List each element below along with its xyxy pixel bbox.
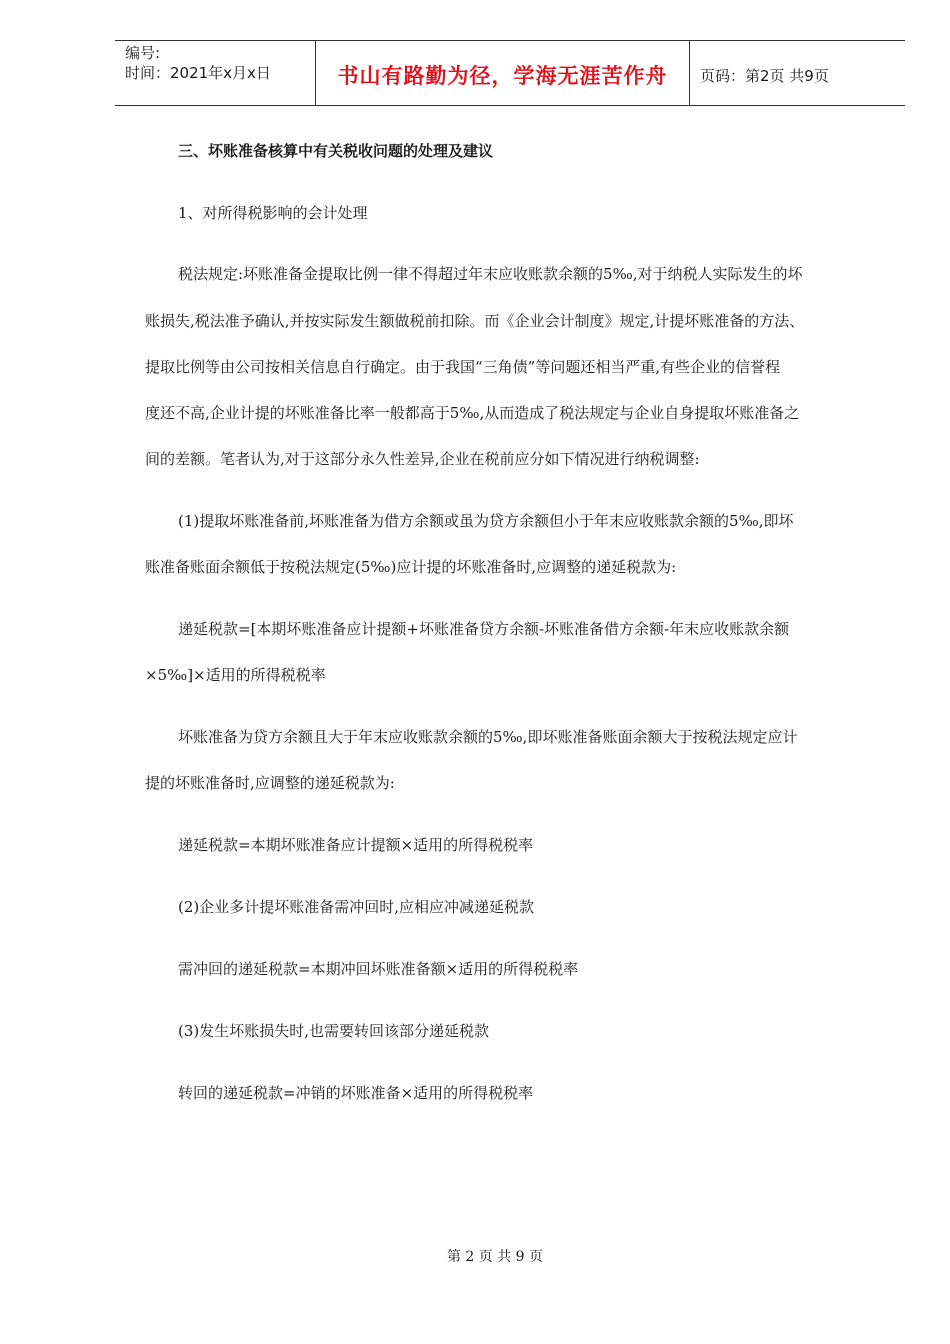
formula-line: 转回的递延税款=冲销的坏账准备×适用的所得税税率: [178, 1084, 534, 1102]
page-footer: 第 2 页 共 9 页: [446, 1249, 544, 1265]
page-header: [115, 40, 905, 106]
paragraph-line: 提取比例等由公司按相关信息自行确定。由于我国“三角债”等问题还相当严重,有些企业的信誉程: [145, 358, 781, 376]
formula-line: ×5‰]×适用的所得税税率: [145, 666, 326, 684]
paragraph-line: 提的坏账准备时,应调整的递延税款为:: [145, 774, 395, 792]
list-item: (2)企业多计提坏账准备需冲回时,应相应冲减递延税款: [178, 898, 535, 916]
header-motto: 书山有路勤为径，学海无涯苦作舟: [337, 64, 668, 88]
paragraph-line: 账损失,税法准予确认,并按实际发生额做税前扣除。而《企业会计制度》规定,计提坏账准备的方法、: [145, 312, 805, 330]
paragraph-line: (1)提取坏账准备前,坏账准备为借方余额或虽为贷方余额但小于年末应收账款余额的5‰,即坏: [178, 512, 794, 530]
list-item: (3)发生坏账损失时,也需要转回该部分递延税款: [178, 1022, 490, 1040]
header-page-number: 页码：第2页 共9页: [700, 66, 829, 85]
document-time-label: 时间：2021年x月x日: [125, 64, 271, 82]
formula-line: 需冲回的递延税款=本期冲回坏账准备额×适用的所得税税率: [178, 960, 579, 978]
paragraph-line: 坏账准备为贷方余额且大于年末应收账款余额的5‰,即坏账准备账面余额大于按税法规定应计: [178, 728, 798, 746]
section-heading: 三、坏账准备核算中有关税收问题的处理及建议: [178, 142, 494, 160]
header-page-cell: [690, 41, 905, 105]
header-motto-cell: [316, 41, 690, 105]
formula-line: 递延税款=本期坏账准备应计提额×适用的所得税税率: [178, 836, 534, 854]
document-number-label: 编号:: [125, 44, 161, 62]
paragraph-line: 税法规定:坏账准备金提取比例一律不得超过年末应收账款余额的5‰,对于纳税人实际发生的坏: [178, 265, 803, 283]
subsection-heading: 1、对所得税影响的会计处理: [178, 204, 368, 222]
header-meta-cell: [115, 41, 316, 105]
paragraph-line: 账准备账面余额低于按税法规定(5‰)应计提的坏账准备时,应调整的递延税款为:: [145, 558, 677, 576]
paragraph-line: 度还不高,企业计提的坏账准备比率一般都高于5‰,从而造成了税法规定与企业自身提取坏账准备之: [145, 404, 800, 422]
formula-line: 递延税款=[本期坏账准备应计提额+坏账准备贷方余额-坏账准备借方余额-年末应收账款余额: [178, 620, 790, 638]
paragraph-line: 间的差额。笔者认为,对于这部分永久性差异,企业在税前应分如下情况进行纳税调整:: [145, 450, 700, 468]
